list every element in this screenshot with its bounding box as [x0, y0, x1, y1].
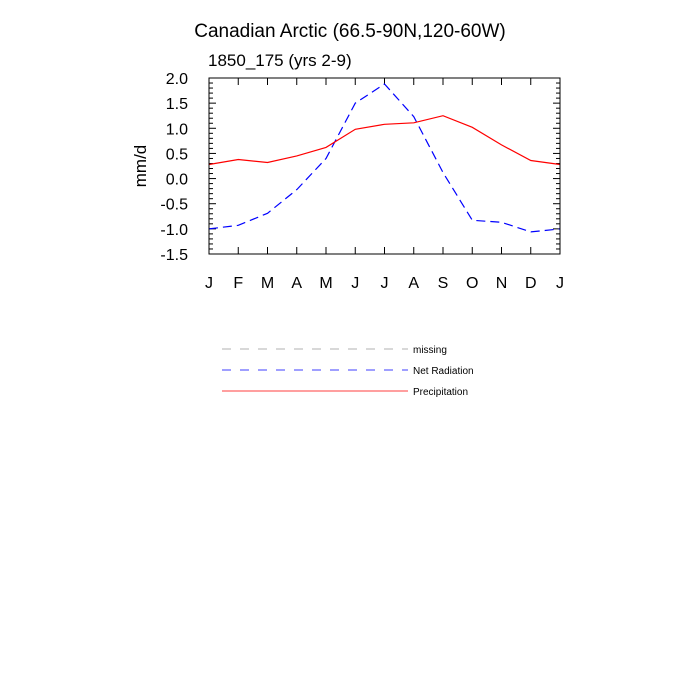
legend — [222, 345, 474, 398]
x-tick-label: J — [351, 275, 360, 292]
y-tick-labels — [160, 71, 188, 264]
x-tick-label: J — [556, 275, 564, 292]
x-tick-label: A — [408, 275, 420, 292]
x-tick-label: F — [233, 275, 244, 292]
y-tick-label: 1.0 — [165, 121, 188, 139]
plot-frame — [209, 78, 560, 254]
y-tick-label: -1.5 — [160, 247, 188, 264]
x-tick-label: J — [380, 275, 389, 292]
x-tick-label: A — [291, 275, 303, 292]
legend-label-missing: missing — [413, 345, 447, 356]
x-tick-label: N — [495, 275, 508, 292]
x-tick-label: O — [466, 275, 479, 292]
x-tick-label: S — [437, 275, 449, 292]
x-tick-label: D — [524, 275, 537, 292]
x-tick-label: J — [205, 275, 213, 292]
axis-ticks — [209, 78, 560, 254]
y-tick-label: 0.0 — [165, 171, 188, 189]
series-line-net-radiation — [209, 84, 560, 232]
series-lines — [209, 84, 560, 232]
y-tick-label: -1.0 — [160, 221, 188, 239]
y-axis-label: mm/d — [131, 144, 150, 188]
series-line-precipitation — [209, 116, 560, 165]
x-tick-labels — [205, 275, 564, 292]
y-tick-label: 1.5 — [165, 96, 188, 114]
x-tick-label: M — [260, 275, 275, 292]
x-tick-label: M — [319, 275, 333, 292]
y-tick-label: 0.5 — [165, 146, 188, 164]
chart-subtitle: 1850_175 (yrs 2-9) — [208, 51, 352, 70]
y-tick-label: 2.0 — [165, 71, 188, 88]
chart-title: Canadian Arctic (66.5-90N,120-60W) — [194, 21, 506, 42]
legend-label-net-radiation: Net Radiation — [413, 366, 474, 377]
legend-label-precipitation: Precipitation — [413, 387, 469, 398]
y-tick-label: -0.5 — [160, 196, 188, 214]
